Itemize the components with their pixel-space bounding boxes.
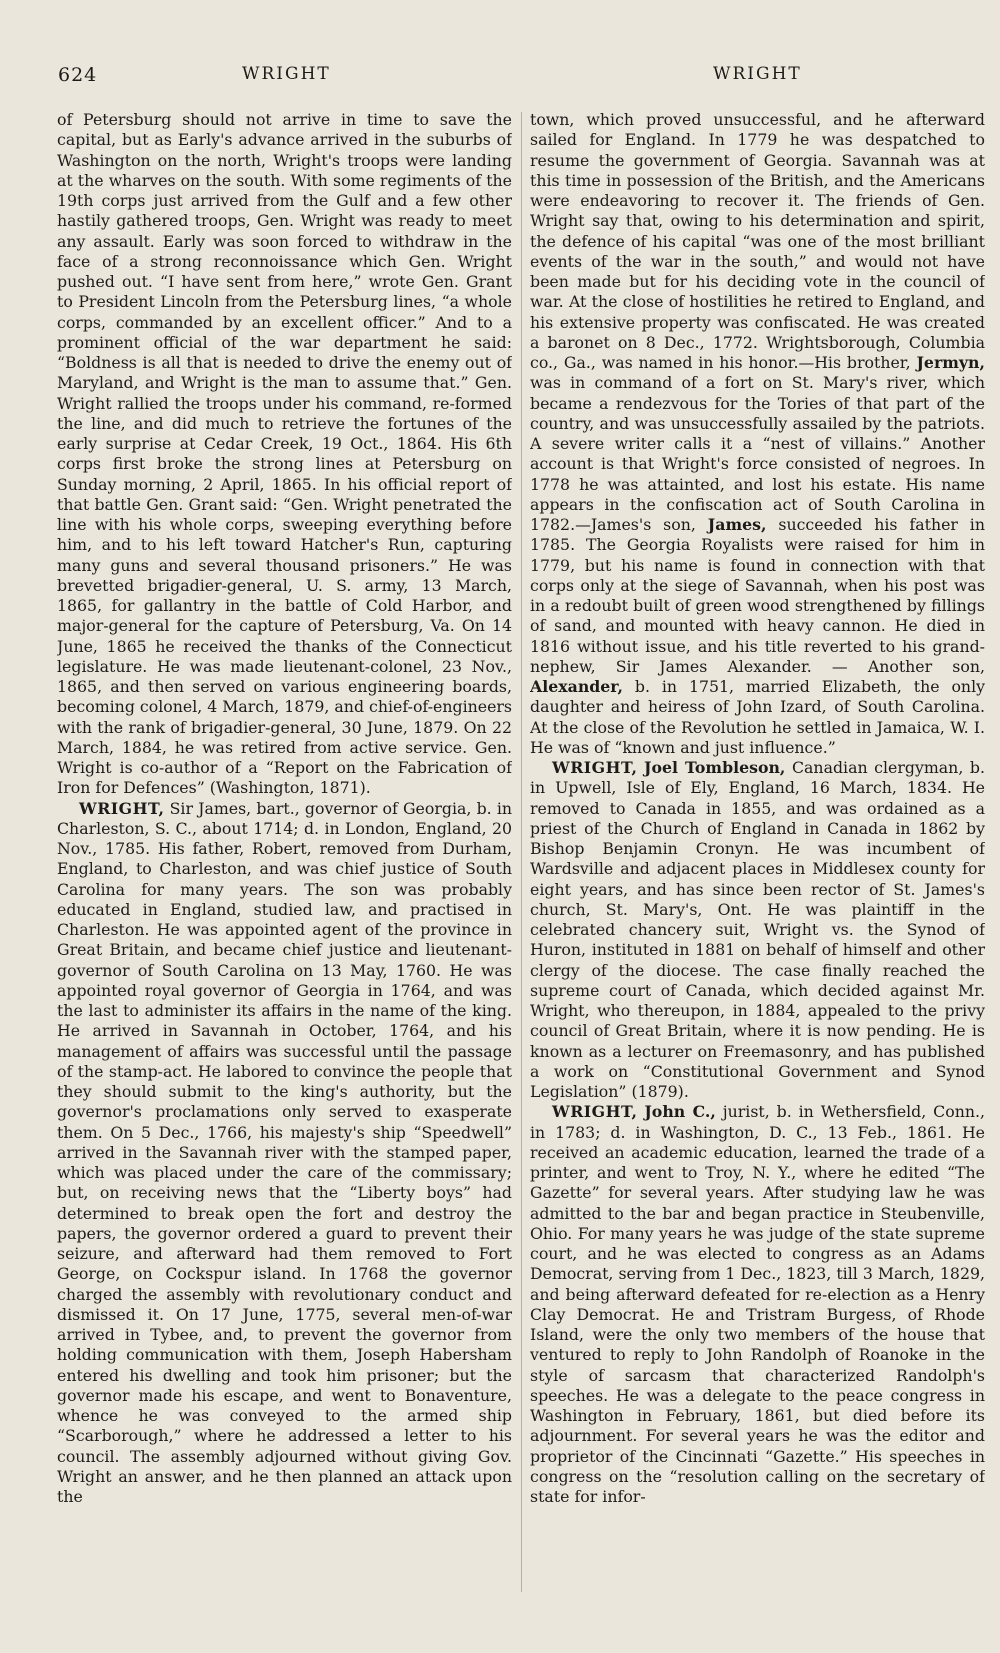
entry-headword: WRIGHT,	[552, 1102, 638, 1122]
running-head-left: WRIGHT	[242, 64, 331, 84]
page-header	[0, 64, 1000, 92]
entry-headword: WRIGHT,	[79, 798, 165, 818]
name-james-son: James,	[707, 515, 767, 534]
sir-james-continuation	[530, 110, 985, 758]
name-jermyn: Jermyn,	[916, 353, 985, 372]
entry-name: Joel Tombleson,	[644, 758, 786, 777]
entry-sir-james-wright	[57, 799, 512, 1508]
entry-text: bart., governor of Georgia, b. in Charleston, S. C., about 1714; d. in London, England, 20 Nov., 1785. His father, Robert, removed from Durham, England, to Charleston, and was chief justice of South Carolina for many years. The son was probably educated in England, studied law, and practised in Charleston. He was appointed agent of the province in Great Britain, and became chief justice and lieutenant-governor of South Carolina on 13 May, 1760. He was appointed royal governor of Georgia in 1764, and was the last to administer its affairs in the name of the king. He arrived in Savannah in October, 1764, and his management of affairs was successful until the passage of the stamp-act. He labored to convince the people that they should submit to the king's authority, but the governor's proclamations only served to exasperate them. On 5 Dec., 1766, his majesty's ship “Speedwell” arrived in the Savannah river with the stamped paper, which was placed under the care of the commissary; but, on receiving news that the “Liberty boys” had determined to break open the fort and destroy the papers, the governor ordered a guard to prevent their seizure, and afterward had them removed to Fort George, on Cockspur island. In 1768 the governor charged the assembly with revolutionary conduct and dismissed it. On 17 June, 1775, several men-of-war arrived in Tybee, and, to prevent the governor from holding communication with them, Joseph Habersham entered his dwelling and took him prisoner; but the governor made his escape, and went to Bonaventure, whence he was conveyed to the armed ship “Scarborough,” where he addressed a letter to his council. The assembly adjourned without giving Gov. Wright an answer, and he then planned an attack upon the	[57, 798, 512, 1506]
entry-john-c-wright	[530, 1102, 985, 1507]
paragraph-text: was in command of a fort on St. Mary's river, which became a rendezvous for the Tories of that part of the country, and was unsuccessfully assailed by the patriots. A severe writer calls it a “nest of villains.” Another account is that Wright's force consisted of negroes. In 1778 he was attainted, and lost his estate. His name appears in the confiscation act of South Carolina in 1782.—James's son,	[530, 373, 985, 534]
left-column	[57, 110, 512, 1610]
running-head-right: WRIGHT	[713, 64, 802, 84]
right-column	[530, 110, 985, 1610]
paragraph-text: succeeded his father in 1785. The Georgia Royalists were raised for him in 1779, but his name is found in connection with that corps only at the siege of Savannah, when his post was in a redoubt built of green wood strengthened by fillings of sand, and mounted with heavy cannon. He died in 1816 without issue, and his title reverted to his grand-nephew, Sir James Alexander. — Another son,	[530, 515, 985, 676]
entry-joel-tombleson-wright	[530, 758, 985, 1102]
entry-name: Sir James,	[169, 798, 252, 818]
paragraph-text: town, which proved unsuccessful, and he afterward sailed for England. In 1779 he was despatched to resume the government of Georgia. Savannah was at this time in possession of the British, and the Americans were endeavoring to recover it. The friends of Gen. Wright say that, owing to his determination and spirit, the defence of his capital “was one of the most brilliant events of the war in the south,” and would not have been made but for his deciding vote in the council of war. At the close of hostilities he retired to England, and his extensive property was confiscated. He was created a baronet on 8 Dec., 1772. Wrightsborough, Columbia co., Ga., was named in his honor.—His brother,	[530, 110, 985, 372]
entry-text: Canadian clergyman, b. in Upwell, Isle of Ely, England, 16 March, 1834. He removed to Canada in 1855, and was ordained as a priest of the Church of England in Canada in 1862 by Bishop Benjamin Cronyn. He was incumbent of Wardsville and adjacent places in Middlesex county for eight years, and has since been rector of St. James's church, St. Mary's, Ont. He was plaintiff in the celebrated chancery suit, Wright vs. the Synod of Huron, instituted in 1881 on behalf of himself and other clergy of the diocese. The case finally reached the supreme court of Canada, which decided against Mr. Wright, who thereupon, in 1884, appealed to the privy council of Great Britain, where it is now pending. He is known as a lecturer on Freemasonry, and has published a work on “Constitutional Government and Synod Legislation” (1879).	[530, 758, 985, 1101]
paragraph-text: b. in 1751, married Elizabeth, the only daughter and heiress of John Izard, of South Carolina. At the close of the Revolution he settled in Jamaica, W. I. He was of “known and just influence.”	[530, 677, 985, 757]
column-divider	[521, 112, 522, 1592]
entry-name: John C.,	[644, 1102, 716, 1122]
entry-text: jurist, b. in Wethersfield, Conn., in 1783; d. in Washington, D. C., 13 Feb., 1861. He received an academic education, learned the trade of a printer, and went to Troy, N. Y., where he edited “The Gazette” for several years. After studying law he was admitted to the bar and began practice in Steubenville, Ohio. For many years he was judge of the state supreme court, and he was elected to congress as an Adams Democrat, serving from 1 Dec., 1823, till 3 March, 1829, and being afterward defeated for re-election as a Henry Clay Democrat. He and Tristram Burgess, of Rhode Island, were the only two members of the house that ventured to reply to John Randolph of Roanoke in the style of sarcasm that characterized Randolph's speeches. He was a delegate to the peace congress in Washington in February, 1861, but died before its adjournment. For several years he was the editor and proprietor of the Cincinnati “Gazette.” His speeches in congress on the “resolution calling on the secretary of state for infor-	[530, 1102, 985, 1506]
wright-horatio-continuation: of Petersburg should not arrive in time to save the capital, but as Early's advance arrived in the suburbs of Washington on the north, Wright's troops were landing at the wharves on the south. With some regiments of the 19th corps just arrived from the Gulf and a few other hastily gathered troops, Gen. Wright was ready to meet any assault. Early was soon forced to withdraw in the face of a strong reconnoissance which Gen. Wright pushed out. “I have sent from here,” wrote Gen. Grant to President Lincoln from the Petersburg lines, “a whole corps, commanded by an excellent officer.” And to a prominent official of the war department he said: “Boldness is all that is needed to drive the enemy out of Maryland, and Wright is the man to assume that.” Gen. Wright rallied the troops under his command, re-formed the line, and did much to retrieve the fortunes of the early surprise at Cedar Creek, 19 Oct., 1864. His 6th corps first broke the strong lines at Petersburg on Sunday morning, 2 April, 1865. In his official report of that battle Gen. Grant said: “Gen. Wright penetrated the line with his whole corps, sweeping everything before him, and to his left toward Hatcher's Run, capturing many guns and several thousand prisoners.” He was brevetted brigadier-general, U. S. army, 13 March, 1865, for gallantry in the battle of Cold Harbor, and major-general for the capture of Petersburg, Va. On 14 June, 1865 he received the thanks of the Connecticut legislature. He was made lieutenant-colonel, 23 Nov., 1865, and then served on various engineering boards, becoming colonel, 4 March, 1879, and chief-of-engineers with the rank of brigadier-general, 30 June, 1879. On 22 March, 1884, he was retired from active service. Gen. Wright is co-author of a “Report on the Fabrication of Iron for Defences” (Washington, 1871).	[57, 110, 512, 798]
name-alexander: Alexander,	[530, 677, 623, 696]
page-number: 624	[58, 64, 98, 86]
entry-headword: WRIGHT,	[552, 758, 638, 777]
